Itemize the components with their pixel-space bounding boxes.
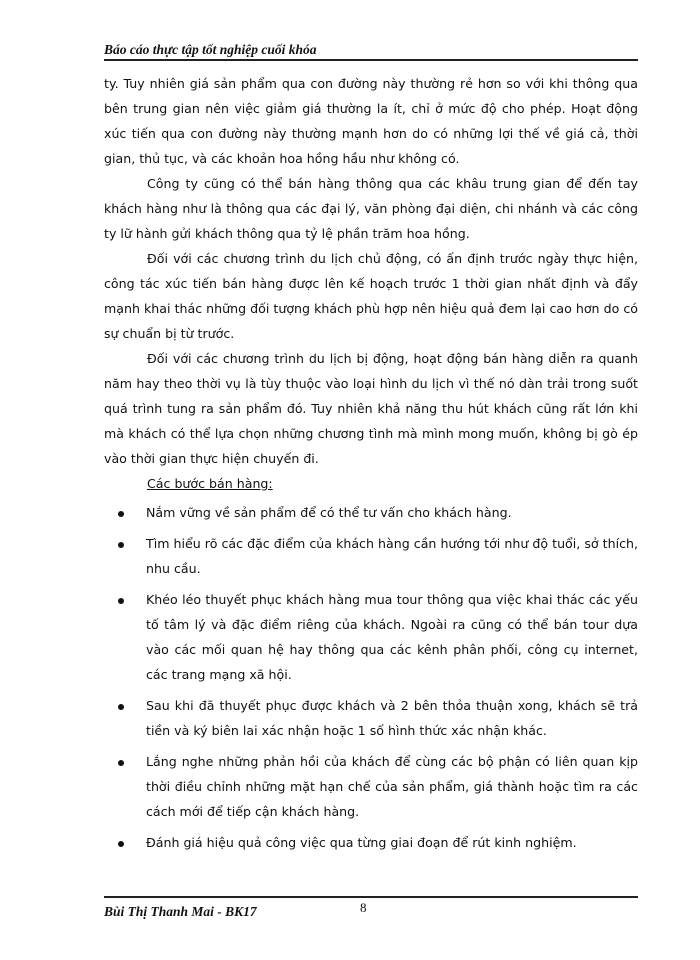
sales-steps-list [104, 500, 638, 855]
paragraph-continuation: ty. Tuy nhiên giá sản phẩm qua con đường này thường rẻ hơn so với khi thông qua bên trung gian nên việc giảm giá thường la ít, chỉ ở mức độ cho phép. Hoạt động xúc tiến qua con đường này thường mạnh hơn do có những lợi thế về giá cả, thời gian, thủ tục, và các khoản hoa hồng hầu như không có. [104, 76, 638, 166]
page-footer [104, 896, 638, 926]
list-item [104, 749, 638, 824]
list-item-text: Tìm hiểu rõ các đặc điểm của khách hàng cần hướng tới như độ tuổi, sở thích, nhu cầu. [146, 536, 638, 576]
list-item-text: Đánh giá hiệu quả công việc qua từng giai đoạn để rút kinh nghiệm. [146, 835, 577, 850]
list-item [104, 587, 638, 687]
footer-author: Bùi Thị Thanh Mai - BK17 [104, 904, 257, 919]
list-item-text: Nắm vững về sản phẩm để có thể tư vấn cho khách hàng. [146, 505, 512, 520]
bullet-icon [118, 760, 124, 766]
paragraph-active-tours: Đối với các chương trình du lịch chủ động, có ấn định trước ngày thực hiện, công tác xúc tiến bán hàng được lên kế hoạch trước 1 thời gian nhất định và đẩy mạnh khai thác những đối tượng khách phù hợp nên hiệu quả đem lại cao hơn do có sự chuẩn bị từ trước. [104, 251, 638, 341]
bullet-icon [118, 511, 124, 517]
page-header [104, 40, 638, 62]
page-content [104, 71, 638, 855]
paragraph-passive-tours: Đối với các chương trình du lịch bị động, hoạt động bán hàng diễn ra quanh năm hay theo thời vụ là tùy thuộc vào loại hình du lịch vì thế nó dàn trải trong suốt quá trình tung ra sản phẩm đó. Tuy nhiên khả năng thu hút khách cũng rất lớn khi mà khách có thể lựa chọn những chương tình mà mình mong muốn, không bị gò ép vào thời gian thực hiện chuyến đi. [104, 351, 638, 466]
bullet-icon [118, 598, 124, 604]
list-item-text: Sau khi đã thuyết phục được khách và 2 bên thỏa thuận xong, khách sẽ trả tiền và ký biên lai xác nhận hoặc 1 số hình thức xác nhận khác. [146, 698, 638, 738]
section-title-sales-steps: Các bước bán hàng: [147, 476, 273, 491]
bullet-icon [118, 542, 124, 548]
list-item [104, 830, 638, 855]
page-number: 8 [360, 900, 367, 915]
list-item [104, 531, 638, 581]
list-item [104, 500, 638, 525]
list-item-text: Khéo léo thuyết phục khách hàng mua tour thông qua việc khai thác các yếu tố tâm lý và đặc điểm riêng của khách. Ngoài ra cũng có thể bán tour dựa vào các mối quan hệ hay thông qua các kênh phân phối, công cụ internet, các trang mạng xã hội. [146, 592, 638, 682]
bullet-icon [118, 841, 124, 847]
footer-divider [104, 896, 638, 898]
bullet-icon [118, 704, 124, 710]
header-title: Báo cáo thực tập tốt nghiệp cuối khóa [104, 42, 317, 57]
paragraph-intermediaries: Công ty cũng có thể bán hàng thông qua các khâu trung gian để đến tay khách hàng như là thông qua các đại lý, văn phòng đại diện, chi nhánh và các công ty lữ hành gửi khách thông qua tỷ lệ phần trăm hoa hồng. [104, 176, 638, 241]
list-item-text: Lắng nghe những phản hồi của khách để cùng các bộ phận có liên quan kịp thời điều chỉnh những mặt hạn chế của sản phẩm, giá thành hoặc tìm ra các cách mới để tiếp cận khách hàng. [146, 754, 638, 819]
header-divider [104, 59, 638, 61]
list-item [104, 693, 638, 743]
